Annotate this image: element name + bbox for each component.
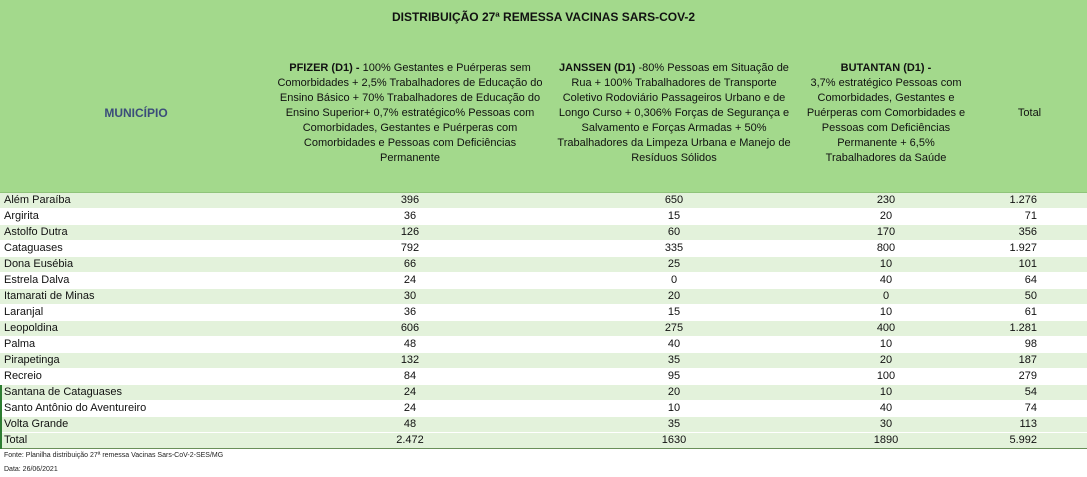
- cell-total: 74: [972, 401, 1087, 417]
- cell-total: 50: [972, 289, 1087, 305]
- table-row: [0, 401, 1087, 417]
- cell-municipio: Estrela Dalva: [0, 273, 272, 289]
- cell-butantan: 10: [800, 385, 972, 401]
- table-row: [0, 417, 1087, 433]
- cell-butantan: 800: [800, 241, 972, 257]
- cell-municipio: Santo Antônio do Aventureiro: [0, 401, 272, 417]
- cell-municipio: Cataguases: [0, 241, 272, 257]
- cell-pfizer: 132: [272, 353, 548, 369]
- cell-total: 279: [972, 369, 1087, 385]
- cell-butantan: 0: [800, 289, 972, 305]
- cell-pfizer: 36: [272, 209, 548, 225]
- cell-total: 54: [972, 385, 1087, 401]
- cell-pfizer: 24: [272, 273, 548, 289]
- column-header-janssen: [548, 35, 800, 193]
- butantan-header-description: 3,7% estratégico Pessoas com Comorbidades, Gestantes e Puérperas com Comorbidades e Pessoas com Deficiências Permanente + 6,5% Trabalhadores da Saúde: [806, 77, 966, 164]
- totals-pfizer: 2.472: [272, 433, 548, 449]
- cell-pfizer: 126: [272, 225, 548, 241]
- cell-janssen: 35: [548, 353, 800, 369]
- cell-pfizer: 792: [272, 241, 548, 257]
- table-row: [0, 193, 1087, 209]
- cell-pfizer: 30: [272, 289, 548, 305]
- cell-municipio: Volta Grande: [0, 417, 272, 433]
- cell-total: 64: [972, 273, 1087, 289]
- table-row: [0, 209, 1087, 225]
- table-row: [0, 225, 1087, 241]
- column-header-butantan: [800, 35, 972, 193]
- cell-municipio: Leopoldina: [0, 321, 272, 337]
- cell-janssen: 20: [548, 385, 800, 401]
- cell-janssen: 40: [548, 337, 800, 353]
- cell-municipio: Laranjal: [0, 305, 272, 321]
- cell-pfizer: 84: [272, 369, 548, 385]
- totals-label: Total: [0, 433, 272, 449]
- cell-total: 187: [972, 353, 1087, 369]
- cell-pfizer: 606: [272, 321, 548, 337]
- table-row: [0, 369, 1087, 385]
- cell-municipio: Argirita: [0, 209, 272, 225]
- table-row: [0, 305, 1087, 321]
- cell-janssen: 10: [548, 401, 800, 417]
- table-row: [0, 321, 1087, 337]
- cell-total: 356: [972, 225, 1087, 241]
- cell-total: 1.276: [972, 193, 1087, 209]
- cell-pfizer: 48: [272, 337, 548, 353]
- cell-municipio: Itamarati de Minas: [0, 289, 272, 305]
- cell-butantan: 400: [800, 321, 972, 337]
- cell-butantan: 10: [800, 305, 972, 321]
- cell-pfizer: 24: [272, 385, 548, 401]
- pfizer-header-title: PFIZER (D1) -: [289, 62, 363, 74]
- cell-municipio: Palma: [0, 337, 272, 353]
- cell-pfizer: 24: [272, 401, 548, 417]
- cell-municipio: Além Paraíba: [0, 193, 272, 209]
- table-row: [0, 337, 1087, 353]
- cell-municipio: Santana de Cataguases: [0, 385, 272, 401]
- table-row: [0, 385, 1087, 401]
- cell-total: 71: [972, 209, 1087, 225]
- cell-total: 98: [972, 337, 1087, 353]
- column-header-total: Total: [972, 35, 1087, 193]
- cell-municipio: Recreio: [0, 369, 272, 385]
- cell-janssen: 95: [548, 369, 800, 385]
- cell-butantan: 100: [800, 369, 972, 385]
- cell-pfizer: 36: [272, 305, 548, 321]
- cell-municipio: Dona Eusébia: [0, 257, 272, 273]
- cell-municipio: Astolfo Dutra: [0, 225, 272, 241]
- totals-janssen: 1630: [548, 433, 800, 449]
- janssen-header-title: JANSSEN (D1): [559, 62, 636, 74]
- source-note: Fonte: Planilha distribuição 27ª remessa Vacinas Sars-CoV-2-SES/MG: [4, 452, 224, 459]
- totals-butantan: 1890: [800, 433, 972, 449]
- cell-janssen: 15: [548, 209, 800, 225]
- cell-pfizer: 66: [272, 257, 548, 273]
- date-note: Data: 26/06/2021: [4, 466, 58, 473]
- column-header-municipio: MUNICÍPIO: [0, 35, 272, 193]
- table-title: DISTRIBUIÇÃO 27ª REMESSA VACINAS SARS-COV-2: [0, 0, 1087, 35]
- cell-janssen: 20: [548, 289, 800, 305]
- cell-janssen: 60: [548, 225, 800, 241]
- cell-janssen: 0: [548, 273, 800, 289]
- cell-total: 1.927: [972, 241, 1087, 257]
- pfizer-header-description: 100% Gestantes e Puérperas sem Comorbidades + 2,5% Trabalhadores de Educação do Ensino Básico + 70% Trabalhadores de Educação do Ensino Superior+ 0,7% estratégico% Pessoas com Comorbidades, Gestantes e Puérperas com Comorbidades e Pessoas com Deficiências Permanente: [277, 62, 543, 164]
- cell-butantan: 40: [800, 273, 972, 289]
- cell-janssen: 335: [548, 241, 800, 257]
- table-row: [0, 289, 1087, 305]
- row-marker: [0, 385, 2, 449]
- janssen-header-description: -80% Pessoas em Situação de Rua + 100% Trabalhadores de Transporte Coletivo Rodoviário Passageiros Urbano e de Longo Curso + 0,306% Forças de Segurança e Salvamento e Forças Armadas + 50% Trabalhadores da Limpeza Urbana e Manejo de Resíduos Sólidos: [557, 62, 791, 164]
- column-header-pfizer: [272, 35, 548, 193]
- cell-total: 113: [972, 417, 1087, 433]
- cell-butantan: 40: [800, 401, 972, 417]
- cell-total: 101: [972, 257, 1087, 273]
- cell-butantan: 20: [800, 209, 972, 225]
- table-row: [0, 241, 1087, 257]
- cell-butantan: 230: [800, 193, 972, 209]
- cell-municipio: Pirapetinga: [0, 353, 272, 369]
- cell-pfizer: 48: [272, 417, 548, 433]
- cell-janssen: 25: [548, 257, 800, 273]
- cell-pfizer: 396: [272, 193, 548, 209]
- cell-janssen: 15: [548, 305, 800, 321]
- cell-total: 1.281: [972, 321, 1087, 337]
- cell-janssen: 275: [548, 321, 800, 337]
- totals-total: 5.992: [972, 433, 1087, 449]
- table-row: [0, 353, 1087, 369]
- cell-butantan: 10: [800, 257, 972, 273]
- cell-butantan: 30: [800, 417, 972, 433]
- cell-butantan: 10: [800, 337, 972, 353]
- cell-butantan: 20: [800, 353, 972, 369]
- cell-janssen: 35: [548, 417, 800, 433]
- cell-total: 61: [972, 305, 1087, 321]
- cell-butantan: 170: [800, 225, 972, 241]
- table-row: [0, 257, 1087, 273]
- cell-janssen: 650: [548, 193, 800, 209]
- totals-row: [0, 433, 1087, 449]
- butantan-header-title: BUTANTAN (D1) -: [840, 62, 932, 74]
- table-row: [0, 273, 1087, 289]
